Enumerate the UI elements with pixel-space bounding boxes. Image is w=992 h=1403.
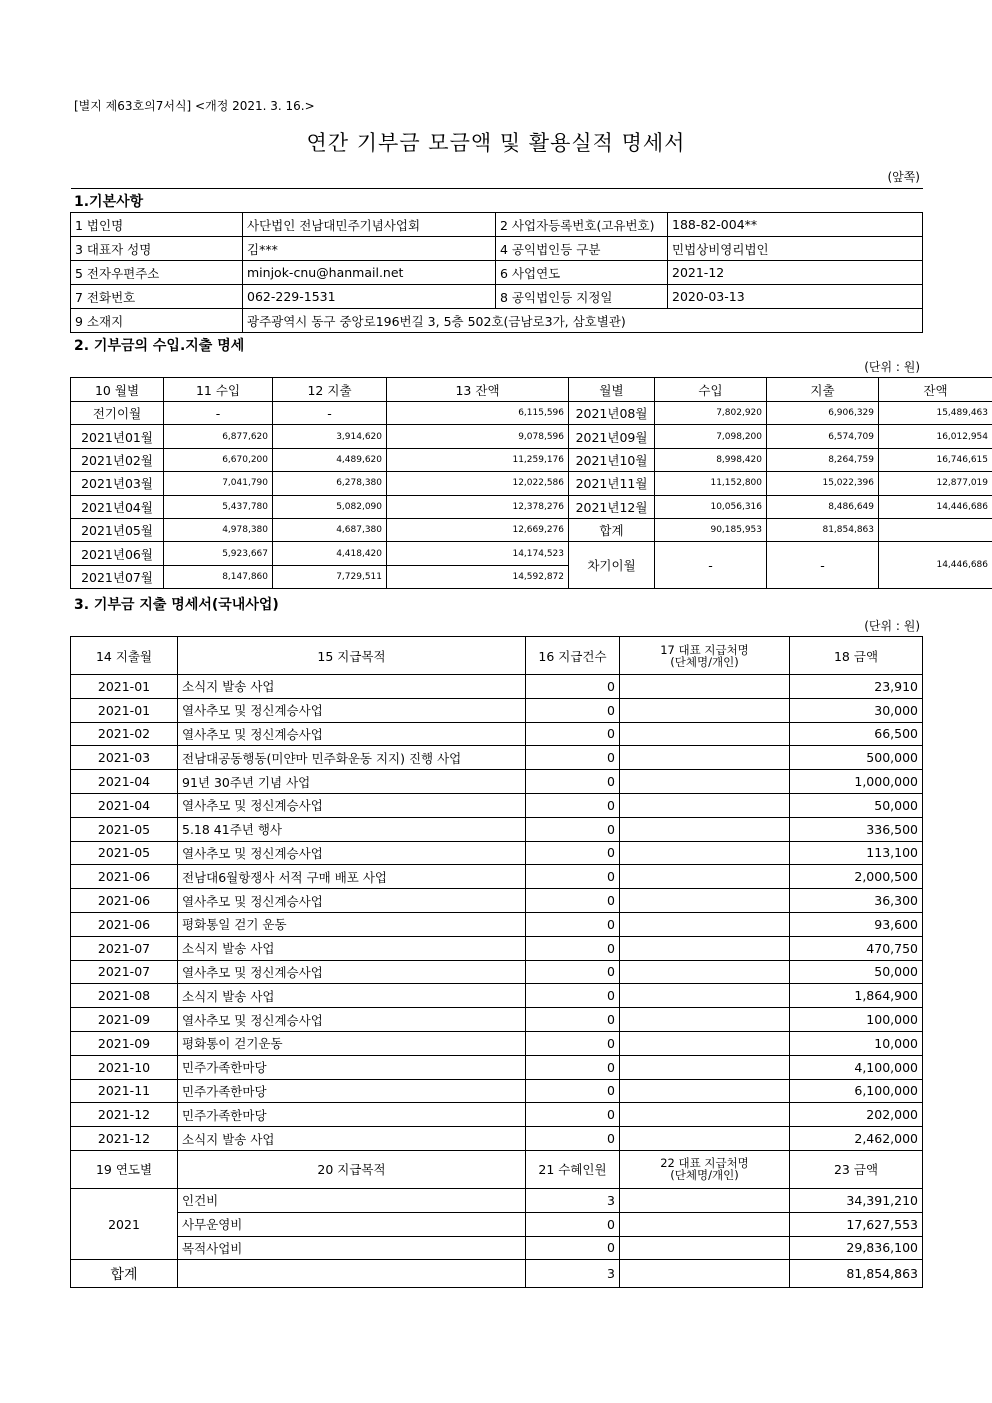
expense-recipient: [620, 841, 790, 865]
expense-recipient: [620, 675, 790, 699]
expense-month: 2021-03: [71, 746, 178, 770]
expense-recipient: [620, 1103, 790, 1127]
expense-month: 2021-09: [71, 1031, 178, 1055]
expense-cell: 6,574,709: [767, 425, 879, 448]
expense-cell: 4,687,380: [273, 518, 387, 541]
income-cell: 4,978,380: [164, 518, 273, 541]
column-header: 지출: [767, 378, 879, 402]
total-count: 3: [526, 1260, 620, 1288]
expense-cell: 15,022,396: [767, 472, 879, 495]
month-cell: 2021년02월: [71, 448, 164, 471]
expense-count: 0: [526, 960, 620, 984]
expense-purpose: 소식지 발송 사업: [178, 1127, 526, 1151]
expense-recipient: [620, 722, 790, 746]
total-label: 합계: [71, 1260, 178, 1288]
purpose-cell: 인건비: [178, 1188, 526, 1212]
header-line: 22 대표 지급처명: [660, 1156, 749, 1171]
expense-cell: 4,489,620: [273, 448, 387, 471]
balance-cell: 16,012,954: [879, 425, 992, 448]
income-cell: 8,998,420: [655, 448, 767, 471]
expense-month: 2021-04: [71, 793, 178, 817]
expense-month: 2021-08: [71, 984, 178, 1008]
field-value: 2020-03-13: [668, 285, 923, 309]
expense-amount: 93,600: [790, 912, 923, 936]
expense-purpose: 평화통이 걷기운동: [178, 1031, 526, 1055]
month-cell: 2021년06월: [71, 542, 164, 565]
balance-cell: 16,746,615: [879, 448, 992, 471]
recipient-cell: [620, 1212, 790, 1236]
month-cell: 2021년03월: [71, 472, 164, 495]
expense-count: 0: [526, 1127, 620, 1151]
expense-count: 0: [526, 889, 620, 913]
column-header: 13 잔액: [387, 378, 569, 402]
header-line: (단체명/개인): [670, 654, 739, 669]
column-header: [620, 1150, 790, 1188]
carryover-income: -: [655, 542, 767, 589]
balance-cell: 6,115,596: [387, 402, 569, 425]
total-amount: 81,854,863: [790, 1260, 923, 1288]
income-cell: 10,056,316: [655, 495, 767, 518]
income-cell: 7,041,790: [164, 472, 273, 495]
expense-amount: 202,000: [790, 1103, 923, 1127]
carryover-expense: -: [767, 542, 879, 589]
carryover-label: 차기이월: [569, 542, 655, 589]
expense-month: 2021-05: [71, 817, 178, 841]
field-value: 사단법인 전남대민주기념사업회: [243, 213, 496, 237]
expense-count: 0: [526, 722, 620, 746]
expense-count: 0: [526, 1008, 620, 1032]
expense-detail-table: [70, 636, 923, 1288]
expense-cell: 6,906,329: [767, 402, 879, 425]
expense-month: 2021-01: [71, 675, 178, 699]
expense-amount: 2,000,500: [790, 865, 923, 889]
amount-cell: 34,391,210: [790, 1188, 923, 1212]
income-cell: 11,152,800: [655, 472, 767, 495]
expense-cell: 4,418,420: [273, 542, 387, 565]
expense-amount: 6,100,000: [790, 1079, 923, 1103]
month-cell: 2021년10월: [569, 448, 655, 471]
expense-purpose: 민주가족한마당: [178, 1103, 526, 1127]
header-line: 17 대표 지급처명: [660, 642, 749, 657]
recipient-cell: [620, 1236, 790, 1260]
beneficiary-count: 0: [526, 1212, 620, 1236]
page-side-label: (앞쪽): [887, 170, 920, 184]
expense-purpose: 91년 30주년 기념 사업: [178, 770, 526, 794]
amount-cell: 17,627,553: [790, 1212, 923, 1236]
expense-purpose: 5.18 41주년 행사: [178, 817, 526, 841]
column-header: 12 지출: [273, 378, 387, 402]
amount-cell: 29,836,100: [790, 1236, 923, 1260]
expense-recipient: [620, 889, 790, 913]
expense-cell: -: [273, 402, 387, 425]
income-cell: 6,877,620: [164, 425, 273, 448]
expense-count: 0: [526, 841, 620, 865]
expense-count: 0: [526, 1031, 620, 1055]
income-cell: -: [164, 402, 273, 425]
column-header: 11 수입: [164, 378, 273, 402]
expense-count: 0: [526, 936, 620, 960]
field-label: 2 사업자등록번호(고유번호): [496, 213, 668, 237]
column-header: 18 금액: [790, 637, 923, 675]
field-value: minjok-cnu@hanmail.net: [243, 261, 496, 285]
address-value: 광주광역시 동구 중앙로196번길 3, 5층 502호(금남로3가, 삼호별관): [243, 309, 923, 333]
month-cell: 2021년04월: [71, 495, 164, 518]
section3-heading: 3. 기부금 지출 명세서(국내사업): [74, 597, 279, 613]
expense-purpose: 민주가족한마당: [178, 1079, 526, 1103]
expense-amount: 66,500: [790, 722, 923, 746]
expense-purpose: 열사추모 및 정신계승사업: [178, 698, 526, 722]
expense-month: 2021-07: [71, 936, 178, 960]
expense-recipient: [620, 817, 790, 841]
expense-month: 2021-06: [71, 912, 178, 936]
balance-cell: 14,592,872: [387, 565, 569, 588]
balance-cell: [879, 518, 992, 541]
expense-recipient: [620, 1079, 790, 1103]
expense-purpose: 소식지 발송 사업: [178, 984, 526, 1008]
expense-cell: 3,914,620: [273, 425, 387, 448]
month-cell: 2021년11월: [569, 472, 655, 495]
header-line: (단체명/개인): [670, 1168, 739, 1183]
expense-month: 2021-10: [71, 1055, 178, 1079]
column-header: 10 월별: [71, 378, 164, 402]
expense-count: 0: [526, 984, 620, 1008]
expense-amount: 1,000,000: [790, 770, 923, 794]
expense-recipient: [620, 912, 790, 936]
expense-cell: 8,264,759: [767, 448, 879, 471]
balance-cell: 15,489,463: [879, 402, 992, 425]
expense-month: 2021-07: [71, 960, 178, 984]
field-label: 3 대표자 성명: [71, 237, 243, 261]
expense-amount: 100,000: [790, 1008, 923, 1032]
form-number: [별지 제63호의7서식] <개정 2021. 3. 16.>: [74, 99, 315, 113]
expense-cell: 8,486,649: [767, 495, 879, 518]
expense-purpose: 소식지 발송 사업: [178, 936, 526, 960]
balance-cell: 12,877,019: [879, 472, 992, 495]
expense-cell: 5,082,090: [273, 495, 387, 518]
expense-purpose: 열사추모 및 정신계승사업: [178, 722, 526, 746]
expense-purpose: 열사추모 및 정신계승사업: [178, 841, 526, 865]
beneficiary-count: 0: [526, 1236, 620, 1260]
field-label: 8 공익법인등 지정일: [496, 285, 668, 309]
field-value: 2021-12: [668, 261, 923, 285]
income-cell: 7,098,200: [655, 425, 767, 448]
income-cell: 5,437,780: [164, 495, 273, 518]
field-label: 5 전자우편주소: [71, 261, 243, 285]
expense-recipient: [620, 770, 790, 794]
expense-recipient: [620, 793, 790, 817]
total-purpose: [178, 1260, 526, 1288]
month-cell: 2021년07월: [71, 565, 164, 588]
section2-heading: 2. 기부금의 수입.지출 명세: [74, 338, 245, 354]
carryover-balance: 14,446,686: [879, 542, 992, 589]
expense-purpose: 열사추모 및 정신계승사업: [178, 960, 526, 984]
expense-amount: 23,910: [790, 675, 923, 699]
expense-count: 0: [526, 1079, 620, 1103]
month-cell: 2021년08월: [569, 402, 655, 425]
expense-amount: 470,750: [790, 936, 923, 960]
month-cell: 합계: [569, 518, 655, 541]
month-cell: 2021년01월: [71, 425, 164, 448]
expense-amount: 36,300: [790, 889, 923, 913]
expense-month: 2021-11: [71, 1079, 178, 1103]
month-cell: 2021년09월: [569, 425, 655, 448]
expense-recipient: [620, 1031, 790, 1055]
expense-month: 2021-04: [71, 770, 178, 794]
recipient-cell: [620, 1188, 790, 1212]
section2-unit: (단위 : 원): [864, 360, 920, 374]
expense-month: 2021-12: [71, 1103, 178, 1127]
expense-amount: 50,000: [790, 793, 923, 817]
expense-amount: 500,000: [790, 746, 923, 770]
expense-purpose: 평화통일 걷기 운동: [178, 912, 526, 936]
column-header: 16 지급건수: [526, 637, 620, 675]
expense-month: 2021-06: [71, 889, 178, 913]
income-cell: 90,185,953: [655, 518, 767, 541]
expense-month: 2021-01: [71, 698, 178, 722]
expense-recipient: [620, 865, 790, 889]
field-label: 1 법인명: [71, 213, 243, 237]
expense-purpose: 열사추모 및 정신계승사업: [178, 889, 526, 913]
expense-recipient: [620, 1055, 790, 1079]
balance-cell: 12,669,276: [387, 518, 569, 541]
expense-amount: 1,864,900: [790, 984, 923, 1008]
column-header: 수입: [655, 378, 767, 402]
expense-recipient: [620, 984, 790, 1008]
column-header: 23 금액: [790, 1150, 923, 1188]
page-title: 연간 기부금 모금액 및 활용실적 명세서: [306, 131, 686, 155]
expense-amount: 336,500: [790, 817, 923, 841]
balance-cell: 14,174,523: [387, 542, 569, 565]
expense-recipient: [620, 746, 790, 770]
column-header: 19 연도별: [71, 1150, 178, 1188]
expense-amount: 113,100: [790, 841, 923, 865]
expense-count: 0: [526, 1103, 620, 1127]
expense-purpose: 전남대공동행동(미얀마 민주화운동 지지) 진행 사업: [178, 746, 526, 770]
beneficiary-count: 3: [526, 1188, 620, 1212]
expense-amount: 30,000: [790, 698, 923, 722]
balance-cell: 9,078,596: [387, 425, 569, 448]
section3-unit: (단위 : 원): [864, 619, 920, 633]
expense-month: 2021-06: [71, 865, 178, 889]
column-header: 21 수혜인원: [526, 1150, 620, 1188]
expense-count: 0: [526, 912, 620, 936]
column-header: 14 지출월: [71, 637, 178, 675]
expense-recipient: [620, 1127, 790, 1151]
address-label: 9 소재지: [71, 309, 243, 333]
total-recipient: [620, 1260, 790, 1288]
expense-month: 2021-12: [71, 1127, 178, 1151]
expense-count: 0: [526, 817, 620, 841]
expense-count: 0: [526, 770, 620, 794]
expense-purpose: 열사추모 및 정신계승사업: [178, 1008, 526, 1032]
income-cell: 5,923,667: [164, 542, 273, 565]
income-cell: 8,147,860: [164, 565, 273, 588]
expense-recipient: [620, 698, 790, 722]
income-cell: 7,802,920: [655, 402, 767, 425]
field-value: 민법상비영리법인: [668, 237, 923, 261]
year-cell: 2021: [71, 1188, 178, 1259]
purpose-cell: 목적사업비: [178, 1236, 526, 1260]
field-value: 김***: [243, 237, 496, 261]
expense-recipient: [620, 936, 790, 960]
expense-count: 0: [526, 675, 620, 699]
expense-count: 0: [526, 746, 620, 770]
basic-info-table: [70, 188, 923, 333]
balance-cell: 14,446,686: [879, 495, 992, 518]
section1-heading: 1.기본사항: [74, 194, 144, 210]
balance-cell: 12,378,276: [387, 495, 569, 518]
expense-amount: 2,462,000: [790, 1127, 923, 1151]
month-cell: 전기이월: [71, 402, 164, 425]
expense-amount: 50,000: [790, 960, 923, 984]
expense-cell: 6,278,380: [273, 472, 387, 495]
expense-count: 0: [526, 1055, 620, 1079]
expense-cell: 81,854,863: [767, 518, 879, 541]
column-header: 15 지급목적: [178, 637, 526, 675]
field-label: 4 공익법인등 구분: [496, 237, 668, 261]
income-cell: 6,670,200: [164, 448, 273, 471]
expense-purpose: 민주가족한마당: [178, 1055, 526, 1079]
field-value: 062-229-1531: [243, 285, 496, 309]
expense-count: 0: [526, 698, 620, 722]
expense-purpose: 소식지 발송 사업: [178, 675, 526, 699]
balance-cell: 12,022,586: [387, 472, 569, 495]
expense-purpose: 전남대6월항쟁사 서적 구매 배포 사업: [178, 865, 526, 889]
month-cell: 2021년05월: [71, 518, 164, 541]
income-expense-table: [70, 377, 992, 589]
purpose-cell: 사무운영비: [178, 1212, 526, 1236]
balance-cell: 11,259,176: [387, 448, 569, 471]
expense-recipient: [620, 960, 790, 984]
month-cell: 2021년12월: [569, 495, 655, 518]
expense-count: 0: [526, 865, 620, 889]
expense-month: 2021-05: [71, 841, 178, 865]
column-header: 월별: [569, 378, 655, 402]
expense-amount: 4,100,000: [790, 1055, 923, 1079]
field-label: 6 사업연도: [496, 261, 668, 285]
column-header: 잔액: [879, 378, 992, 402]
expense-amount: 10,000: [790, 1031, 923, 1055]
expense-purpose: 열사추모 및 정신계승사업: [178, 793, 526, 817]
expense-month: 2021-02: [71, 722, 178, 746]
column-header: 20 지급목적: [178, 1150, 526, 1188]
column-header: [620, 637, 790, 675]
expense-count: 0: [526, 793, 620, 817]
expense-cell: 7,729,511: [273, 565, 387, 588]
expense-recipient: [620, 1008, 790, 1032]
field-value: 188-82-004**: [668, 213, 923, 237]
field-label: 7 전화번호: [71, 285, 243, 309]
expense-month: 2021-09: [71, 1008, 178, 1032]
